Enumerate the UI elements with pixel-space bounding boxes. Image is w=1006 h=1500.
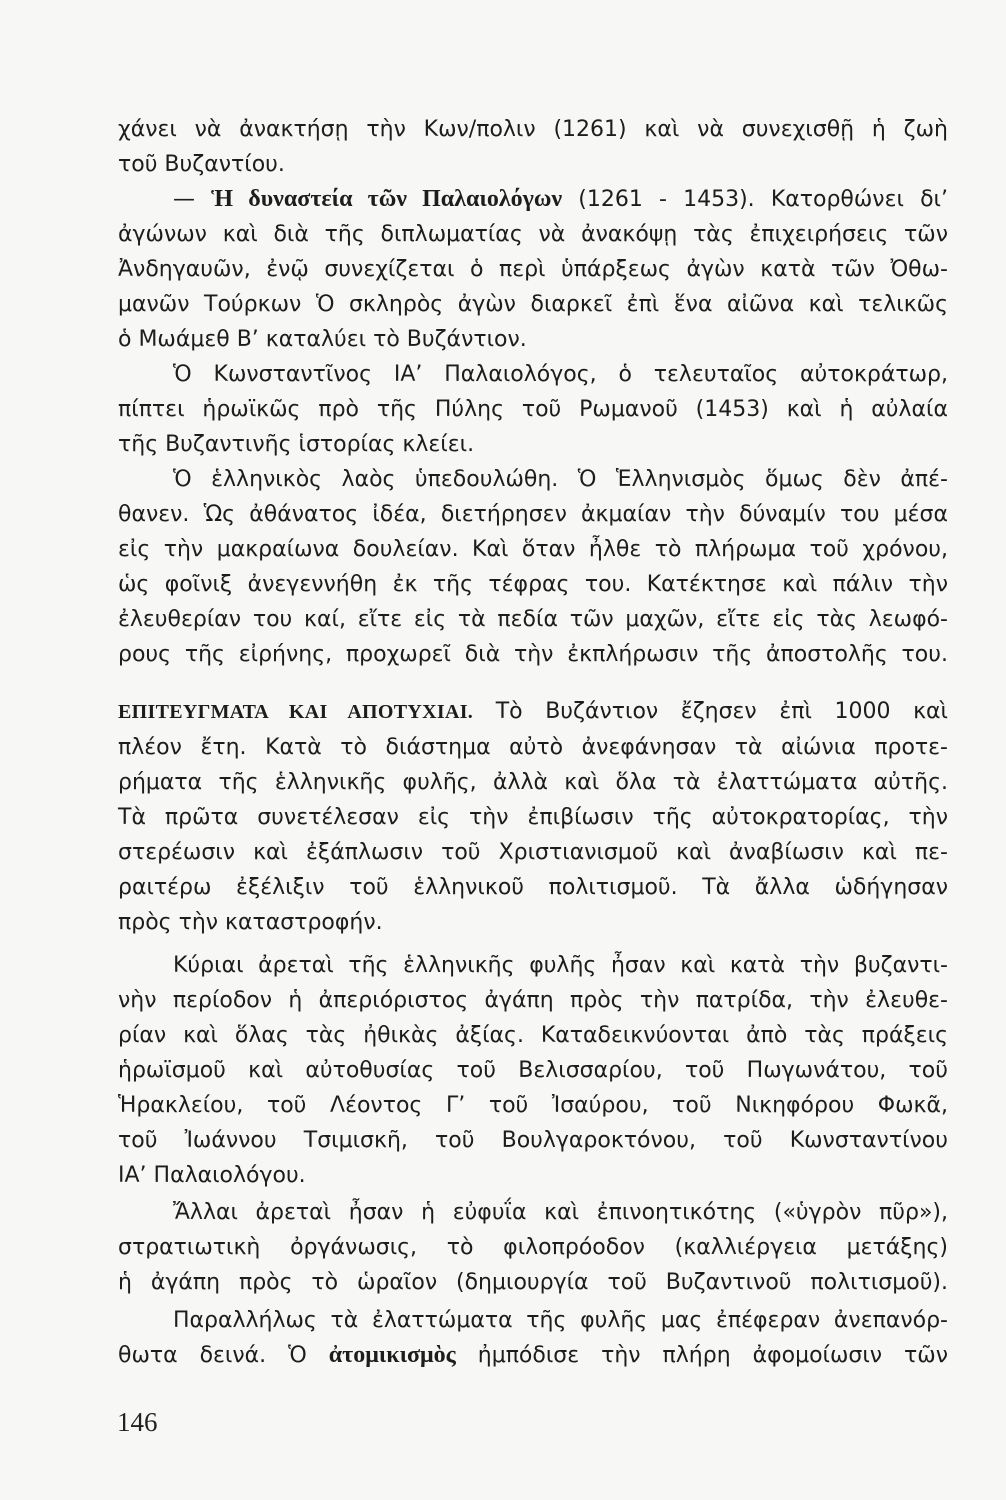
text-line: Ἄλλαι ἀρεταὶ ἦσαν ἡ εὐφυΐα καὶ ἐπινοητικότης («ὑγρὸν πῦρ»), [173, 1200, 948, 1225]
text-line: Ἀνδηγαυῶν, ἐνῷ συνεχίζεται ὁ περὶ ὑπάρξεως ἀγὼν κατὰ τῶν Ὀθω- [118, 257, 948, 282]
text-line: χάνει νὰ ἀνακτήσῃ τὴν Κων/πολιν (1261) καὶ νὰ συνεχισθῇ ἡ ζωὴ [118, 117, 948, 142]
text-run: (1261 - 1453). Κατορθώνει δι’ [562, 187, 948, 212]
text-line: ΙΑ’ Παλαιολόγου. [118, 1163, 306, 1188]
text-line [118, 694, 948, 730]
text-line [118, 182, 948, 217]
text-line: τῆς Βυζαντινῆς ἱστορίας κλείει. [118, 432, 475, 457]
text-run: Τὸ Βυζάντιον ἔζησεν ἐπὶ 1000 καὶ [473, 699, 948, 724]
text-line: Ἡρακλείου, τοῦ Λέοντος Γ’ τοῦ Ἰσαύρου, τοῦ Νικηφόρου Φωκᾶ, [118, 1093, 948, 1118]
paragraph [118, 694, 948, 940]
text-line: ὡς φοῖνιξ ἀνεγεννήθη ἐκ τῆς τέφρας του. Κατέκτησε καὶ πάλιν τὴν [118, 572, 948, 597]
text-run: ἠμπόδισε τὴν πλήρη ἀφομοίωσιν τῶν [455, 1343, 948, 1368]
body-text [118, 112, 948, 1373]
text-line: ὁ Μωάμεθ Β’ καταλύει τὸ Βυζάντιον. [118, 327, 527, 352]
text-line [118, 1338, 948, 1373]
text-line: στρατιωτικὴ ὀργάνωσις, τὸ φιλοπρόοδον (καλλιέργεια μετάξης) [118, 1235, 948, 1260]
text-line: ρους τῆς εἰρήνης, προχωρεῖ διὰ τὴν ἐκπλήρωσιν τῆς ἀποστολῆς του. [118, 642, 948, 667]
text-line: Κύριαι ἀρεταὶ τῆς ἑλληνικῆς φυλῆς ἦσαν καὶ κατὰ τὴν βυζαντι- [173, 953, 948, 978]
paragraph [118, 112, 948, 182]
text-line: στερέωσιν καὶ ἐξάπλωσιν τοῦ Χριστιανισμοῦ καὶ ἀναβίωσιν καὶ πε- [118, 840, 948, 865]
text-line: Παραλλήλως τὰ ἐλαττώματα τῆς φυλῆς μας ἐπέφεραν ἀνεπανόρ- [173, 1308, 948, 1333]
text-line: ἀγώνων καὶ διὰ τῆς διπλωματίας νὰ ἀνακόψῃ τὰς ἐπιχειρήσεις τῶν [118, 222, 948, 247]
paragraph [118, 357, 948, 462]
section-heading: ΕΠΙΤΕΥΓΜΑΤΑ ΚΑΙ ΑΠΟΤΥΧΙΑΙ. [118, 701, 474, 723]
paragraph [118, 462, 948, 672]
paragraph [118, 1195, 948, 1300]
text-line: εἰς τὴν μακραίωνα δουλείαν. Καὶ ὅταν ἦλθε τὸ πλήρωμα τοῦ χρόνου, [118, 537, 948, 562]
text-line: ἐλευθερίαν του καί, εἴτε εἰς τὰ πεδία τῶν μαχῶν, εἴτε εἰς τὰς λεωφό- [118, 607, 948, 632]
paragraph [118, 182, 948, 357]
text-line: Ὁ Κωνσταντῖνος ΙΑ’ Παλαιολόγος, ὁ τελευταῖος αὐτοκράτωρ, [173, 362, 948, 387]
text-line: Τὰ πρῶτα συνετέλεσαν εἰς τὴν ἐπιβίωσιν τῆς αὐτοκρατορίας, τὴν [118, 805, 948, 830]
text-line: Ὁ ἑλληνικὸς λαὸς ὑπεδουλώθη. Ὁ Ἑλληνισμὸς ὅμως δὲν ἀπέ- [173, 467, 948, 492]
text-line: πλέον ἔτη. Κατὰ τὸ διάστημα αὐτὸ ἀνεφάνησαν τὰ αἰώνια προτε- [118, 735, 948, 760]
paragraph [118, 948, 948, 1193]
paragraph [118, 1303, 948, 1373]
page-number: 146 [117, 1407, 158, 1437]
text-line: μανῶν Τούρκων Ὁ σκληρὸς ἀγὼν διαρκεῖ ἐπὶ ἕνα αἰῶνα καὶ τελικῶς [118, 292, 948, 317]
text-line: νὴν περίοδον ἡ ἀπεριόριστος ἀγάπη πρὸς τὴν πατρίδα, τὴν ἐλευθε- [118, 988, 948, 1013]
text-line: τοῦ Βυζαντίου. [118, 152, 285, 177]
text-line: ἡ ἀγάπη πρὸς τὸ ὡραῖον (δημιουργία τοῦ Βυζαντινοῦ πολιτισμοῦ). [118, 1270, 948, 1295]
text-line: ρήματα τῆς ἑλληνικῆς φυλῆς, ἀλλὰ καὶ ὅλα τὰ ἐλαττώματα αὐτῆς. [118, 770, 948, 795]
text-run: θωτα δεινά. Ὁ [118, 1343, 329, 1368]
text-line: πρὸς τὴν καταστροφήν. [118, 910, 383, 935]
bold-term: ἀτομικισμὸς [328, 1342, 456, 1368]
dash: — [173, 187, 212, 212]
bold-term: Ἡ δυναστεία τῶν Παλαιολόγων [211, 186, 563, 212]
text-line: θανεν. Ὡς ἀθάνατος ἰδέα, διετήρησεν ἀκμαίαν τὴν δύναμίν του μέσα [118, 502, 948, 527]
text-line: τοῦ Ἰωάννου Τσιμισκῆ, τοῦ Βουλγαροκτόνου, τοῦ Κωνσταντίνου [118, 1128, 948, 1153]
text-line: ραιτέρω ἐξέλιξιν τοῦ ἑλληνικοῦ πολιτισμοῦ. Τὰ ἄλλα ὡδήγησαν [118, 875, 948, 900]
text-line: ρίαν καὶ ὅλας τὰς ἠθικὰς ἀξίας. Καταδεικνύονται ἀπὸ τὰς πράξεις [118, 1023, 948, 1048]
text-line: πίπτει ἡρωϊκῶς πρὸ τῆς Πύλης τοῦ Ρωμανοῦ (1453) καὶ ἡ αὐλαία [118, 397, 948, 422]
text-line: ἡρωϊσμοῦ καὶ αὐτοθυσίας τοῦ Βελισσαρίου, τοῦ Πωγωνάτου, τοῦ [118, 1058, 948, 1083]
